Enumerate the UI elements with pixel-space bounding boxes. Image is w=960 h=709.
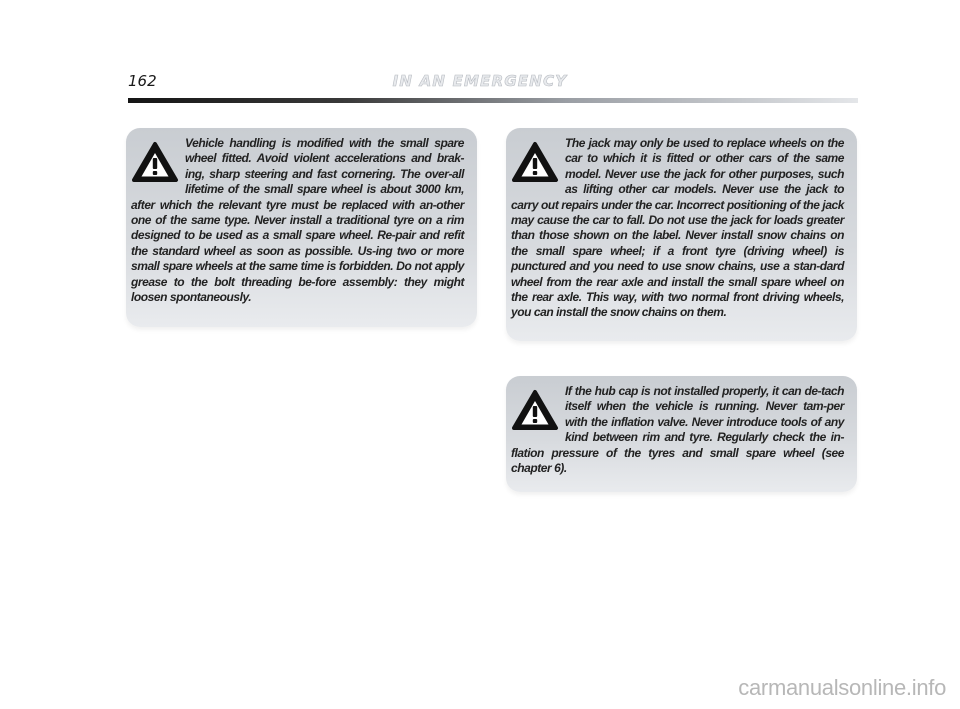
header-divider: [128, 98, 858, 103]
warning-triangle-icon: [511, 388, 559, 432]
warning-triangle-icon: [131, 140, 179, 184]
warning-text: The jack may only be used to replace wheels on the car to which it is fitted or other cars of the same model. Never use the jack for other purposes, such as lifting other car models. Never use the jack to carry out repairs under the car. Incorrect positioning of the jack may cause the car to fall. Do not use the jack for loads greater than those shown on the label. Never install snow chains on the small spare wheel; if a front tyre (driving wheel) is punctured and you need to use snow chains, use a stan-dard wheel from the rear axle and install the small spare wheel on the rear axle. This way, with two normal front driving wheels, you can install the snow chains on them.: [511, 136, 844, 320]
watermark: carmanualsonline.info: [738, 675, 946, 700]
warning-text: Vehicle handling is modified with the small spare wheel fitted. Avoid violent accelerations and brak-ing, sharp steering and fast cornering. The over-all lifetime of the small spare wheel is about 3000 km, after which the relevant tyre must be replaced with an-other one of the same type. Never install a traditional tyre on a rim designed to be used as a small spare wheel. Re-pair and refit the standard wheel as soon as possible. Us-ing two or more small spare wheels at the same time is forbidden. Do not apply grease to the bolt threading be-fore assembly: they might loosen spontaneously.: [131, 136, 464, 305]
section-title: IN AN EMERGENCY: [392, 72, 568, 90]
warning-box-small-spare-wheel: [126, 128, 477, 327]
warning-text: If the hub cap is not installed properly, it can de-tach itself when the vehicle is running. Never tam-per with the inflation valve. Never introduce tools of any kind between rim and tyre. Regularly check the in-flation pressure of the tyres and small spare wheel (see chapter 6).: [511, 384, 844, 476]
page-number: 162: [128, 72, 157, 90]
warning-triangle-icon: [511, 140, 559, 184]
warning-box-jack: [506, 128, 857, 341]
warning-box-hub-cap: [506, 376, 857, 492]
